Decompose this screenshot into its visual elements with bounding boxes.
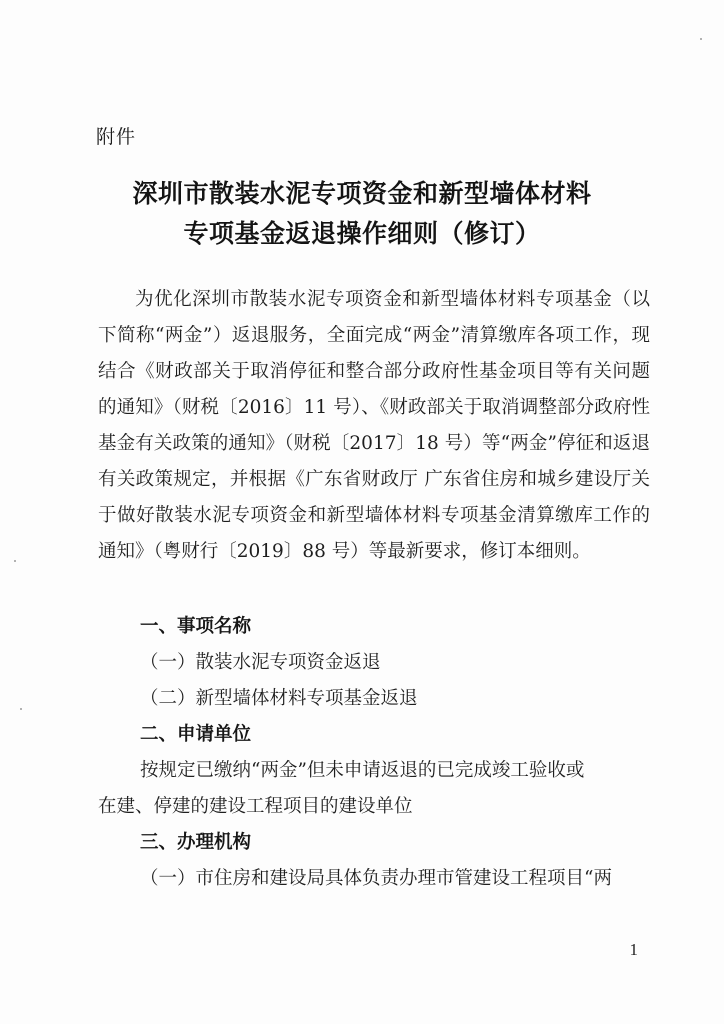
section-1-heading: 一、事项名称 bbox=[140, 616, 252, 637]
page-number: 1 bbox=[629, 940, 638, 959]
section-2-text-line-2: 在建、停建的建设工程项目的建设单位 bbox=[98, 796, 413, 817]
section-1-item-2: （二）新型墙体材料专项基金返退 bbox=[140, 688, 418, 709]
scan-speck bbox=[14, 560, 16, 562]
intro-paragraph: 为优化深圳市散装水泥专项资金和新型墙体材料专项基金（以下简称“两金”）返退服务，全面完成“两金”清算缴库各项工作，现结合《财政部关于取消停征和整合部分政府性基金项目等有关问题的通知》（财税〔2016〕11 号）、《财政部关于取消调整部分政府性基金有关政策的通知》（财税〔2017〕18 号）等“两金”停征和返退有关政策规定，并根据《广东省财政厅 广东省住房和城乡建设厅关于做好散装水泥专项资金和新型墙体材料专项基金清算缴库工作的通知》（粤财行〔2019〕88 号）等最新要求，修订本细则。 bbox=[98, 289, 650, 562]
section-3-heading: 三、办理机构 bbox=[140, 832, 252, 853]
section-2-heading: 二、申请单位 bbox=[140, 724, 252, 745]
document-title-line-1: 深圳市散装水泥专项资金和新型墙体材料 bbox=[132, 179, 592, 208]
section-3-text-line-1: （一）市住房和建设局具体负责办理市管建设工程项目“两 bbox=[140, 868, 612, 889]
section-2-text-line-1: 按规定已缴纳“两金”但未申请返退的已完成竣工验收或 bbox=[140, 760, 585, 781]
scan-speck bbox=[20, 708, 22, 710]
attachment-label: 附件 bbox=[96, 126, 137, 148]
section-1-item-1: （一）散装水泥专项资金返退 bbox=[140, 652, 381, 673]
document-title-line-2: 专项基金返退操作细则（修订） bbox=[183, 219, 541, 248]
scan-speck bbox=[700, 38, 702, 40]
